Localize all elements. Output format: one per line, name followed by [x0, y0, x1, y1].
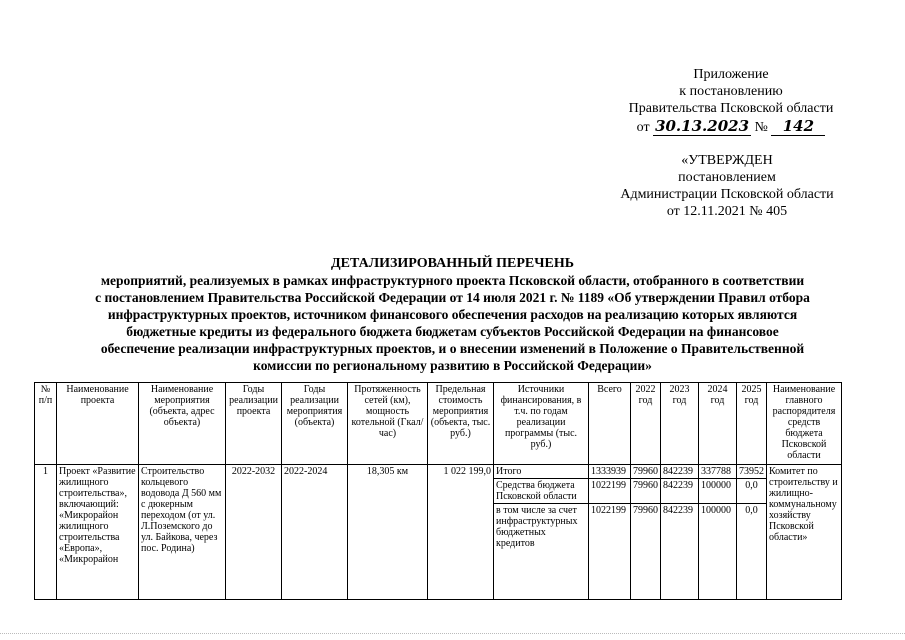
header-2023: 2023 год	[661, 383, 699, 465]
cell-source-2025: 0,0	[737, 479, 767, 504]
title-sub-5: комиссии по региональному развитию в Российской Федерации»	[253, 358, 652, 373]
document-title	[20, 255, 885, 374]
appendix-date-line	[600, 118, 862, 136]
header-length: Протяженность сетей (км), мощность котельной (Гкал/час)	[348, 383, 428, 465]
title-main: ДЕТАЛИЗИРОВАННЫЙ ПЕРЕЧЕНЬ	[330, 256, 575, 271]
approved-block	[596, 152, 858, 220]
title-sub-3: бюджетные кредиты из федерального бюджета бюджетам субъектов Российской Федерации на финансовое	[126, 324, 779, 339]
cell-length: 18,305 км	[348, 465, 428, 600]
cell-project: Проект «Развитие жилищного строительства», включающий: «Микрорайон жилищного строительства «Европа», «Микрорайон	[57, 465, 139, 600]
title-sub-1: с постановлением Правительства Российской Федерации от 14 июля 2021 г. № 1189 «Об утверждении Правил отбора	[95, 290, 810, 305]
cell-source-total: 1333939	[589, 465, 631, 479]
cell-source-2022: 79960	[631, 479, 661, 504]
cell-source-2023: 842239	[661, 465, 699, 479]
title-sub-2: инфраструктурных проектов, источником финансового обеспечения расходов на реализацию которых являются	[107, 307, 798, 322]
appendix-number-label: №	[754, 120, 768, 135]
cell-source-2022: 79960	[631, 465, 661, 479]
header-total: Всего	[589, 383, 631, 465]
approved-line4: от 12.11.2021 № 405	[666, 204, 788, 219]
header-2025: 2025 год	[737, 383, 767, 465]
header-manager: Наименование главного распорядителя средств бюджета Псковской области	[767, 383, 842, 465]
appendix-number: 142	[771, 118, 825, 136]
header-2022: 2022 год	[631, 383, 661, 465]
header-num: № п/п	[35, 383, 57, 465]
approved-line3: Администрации Псковской области	[620, 187, 834, 202]
header-sources: Источники финансирования, в т.ч. по годам реализации программы (тыс. руб.)	[494, 383, 589, 465]
appendix-line3: Правительства Псковской области	[628, 101, 834, 116]
header-project-years: Годы реализации проекта	[226, 383, 282, 465]
appendix-date: 30.13.2023	[655, 117, 750, 135]
header-project: Наименование проекта	[57, 383, 139, 465]
cell-source-name: Итого	[494, 465, 589, 479]
cell-source-total: 1022199	[589, 504, 631, 600]
cell-event-years: 2022-2024	[282, 465, 348, 600]
table-row	[35, 465, 842, 479]
header-event: Наименование мероприятия (объекта, адрес объекта)	[139, 383, 226, 465]
header-cost: Предельная стоимость мероприятия (объекта, тыс. руб.)	[428, 383, 494, 465]
header-event-years: Годы реализации мероприятия (объекта)	[282, 383, 348, 465]
cell-source-2023: 842239	[661, 479, 699, 504]
cell-source-2024: 337788	[699, 465, 737, 479]
cell-manager: Комитет по строительству и жилищно-коммунальному хозяйству Псковской области»	[767, 465, 842, 600]
table-header-row	[35, 383, 842, 465]
appendix-line1: Приложение	[693, 67, 769, 82]
events-table	[34, 382, 842, 600]
cell-project-years: 2022-2032	[226, 465, 282, 600]
cell-source-2024: 100000	[699, 479, 737, 504]
cell-source-name: Средства бюджета Псковской области	[494, 479, 589, 504]
cell-source-total: 1022199	[589, 479, 631, 504]
appendix-line2: к постановлению	[679, 84, 783, 99]
cell-source-2025: 0,0	[737, 504, 767, 600]
cell-source-2025: 73952	[737, 465, 767, 479]
cell-cost: 1 022 199,0	[428, 465, 494, 600]
approved-line2: постановлением	[678, 170, 776, 185]
appendix-block	[600, 66, 862, 136]
cell-event: Строительство кольцевого водовода Д 560 мм с дюкерным переходом (от ул. Л.Поземского до ул. Байкова, через пос. Родина)	[139, 465, 226, 600]
scan-edge-divider	[0, 633, 905, 634]
cell-num: 1	[35, 465, 57, 600]
header-2024: 2024 год	[699, 383, 737, 465]
title-sub-0: мероприятий, реализуемых в рамках инфраструктурного проекта Псковской области, отобранного в соответствии	[100, 273, 805, 288]
cell-source-2024: 100000	[699, 504, 737, 600]
cell-source-name: в том числе за счет инфраструктурных бюджетных кредитов	[494, 504, 589, 600]
cell-source-2022: 79960	[631, 504, 661, 600]
cell-source-2023: 842239	[661, 504, 699, 600]
title-sub-4: обеспечение реализации инфраструктурных проектов, и о внесении изменений в Положение о Правительственной	[100, 341, 805, 356]
appendix-from-label: от	[636, 120, 650, 135]
approved-line1: «УТВЕРЖДЕН	[681, 153, 773, 168]
